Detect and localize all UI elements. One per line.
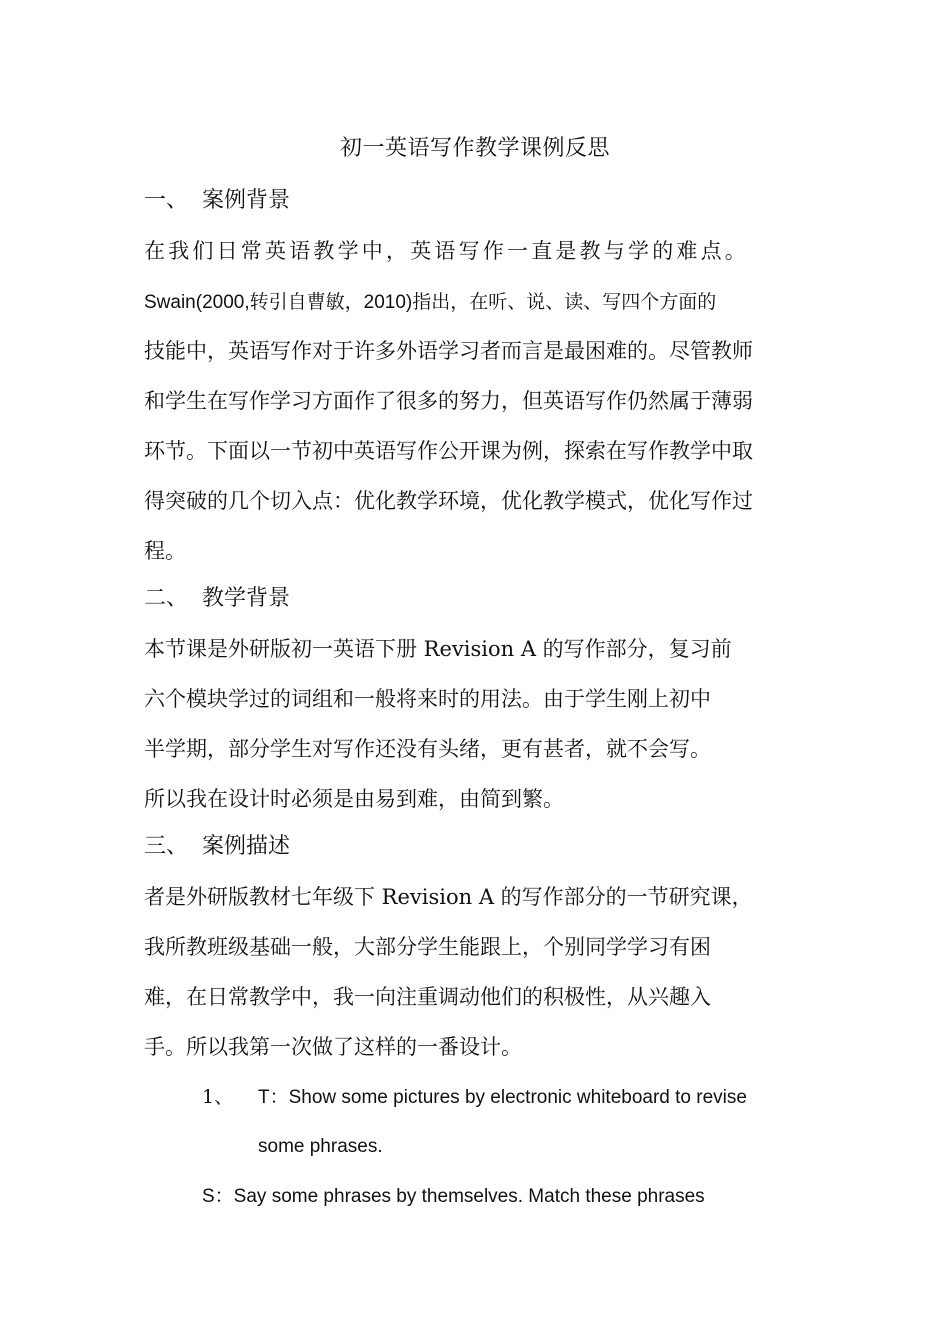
paragraph-line: 我所教班级基础一般，大部分学生能跟上，个别同学学习有困 [144,935,711,959]
paragraph-line: 本节课是外研版初一英语下册 Revision A 的写作部分，复习前 [144,637,732,661]
list-item-1-continued: some phrases. [258,1136,383,1157]
section-heading-1 [144,184,290,218]
list-item-1 [202,1072,812,1123]
section-title: 案例描述 [202,834,291,859]
list-item-text: T：Show some pictures by electronic whiteboard to revise [258,1087,747,1108]
paragraph-line: 六个模块学过的词组和一般将来时的用法。由于学生刚上初中 [144,687,711,711]
document-title: 初一英语写作教学课例反思 [339,136,610,161]
paragraph-line: 手。所以我第一次做了这样的一番设计。 [144,1035,522,1059]
list-item-2: S：Say some phrases by themselves. Match these phrases [202,1186,705,1207]
paragraph-line: 所以我在设计时必须是由易到难，由简到繁。 [144,787,564,811]
paragraph-line: 者是外研版教材七年级下 Revision A 的写作部分的一节研究课， [144,885,753,909]
paragraph-line: 技能中，英语写作对于许多外语学习者而言是最困难的。尽管教师 [144,339,753,363]
paragraph-line: 在我们日常英语教学中，英语写作一直是教与学的难点。 [144,239,749,263]
paragraph-line: 程。 [144,539,186,563]
list-number: 1、 [202,1086,234,1108]
section-number: 三、 [144,834,189,859]
citation-text: Swain(2000,转引自曹敏，2010)指出，在听、说、读、写四个方面的 [144,292,717,313]
section-title: 案例背景 [202,188,291,213]
section-heading-3 [144,830,290,864]
paragraph-line [144,276,810,328]
paragraph-line: 得突破的几个切入点：优化教学环境，优化教学模式，优化写作过 [144,489,753,513]
section-number: 一、 [144,188,189,213]
paragraph-line: 半学期，部分学生对写作还没有头绪，更有甚者，就不会写。 [144,737,711,761]
section-heading-2 [144,582,290,616]
section-title: 教学背景 [202,586,291,611]
paragraph-line: 和学生在写作学习方面作了很多的努力，但英语写作仍然属于薄弱 [144,389,753,413]
paragraph-line: 环节。下面以一节初中英语写作公开课为例，探索在写作教学中取 [144,439,753,463]
section-number: 二、 [144,586,189,611]
paragraph-line: 难，在日常教学中，我一向注重调动他们的积极性，从兴趣入 [144,985,711,1009]
